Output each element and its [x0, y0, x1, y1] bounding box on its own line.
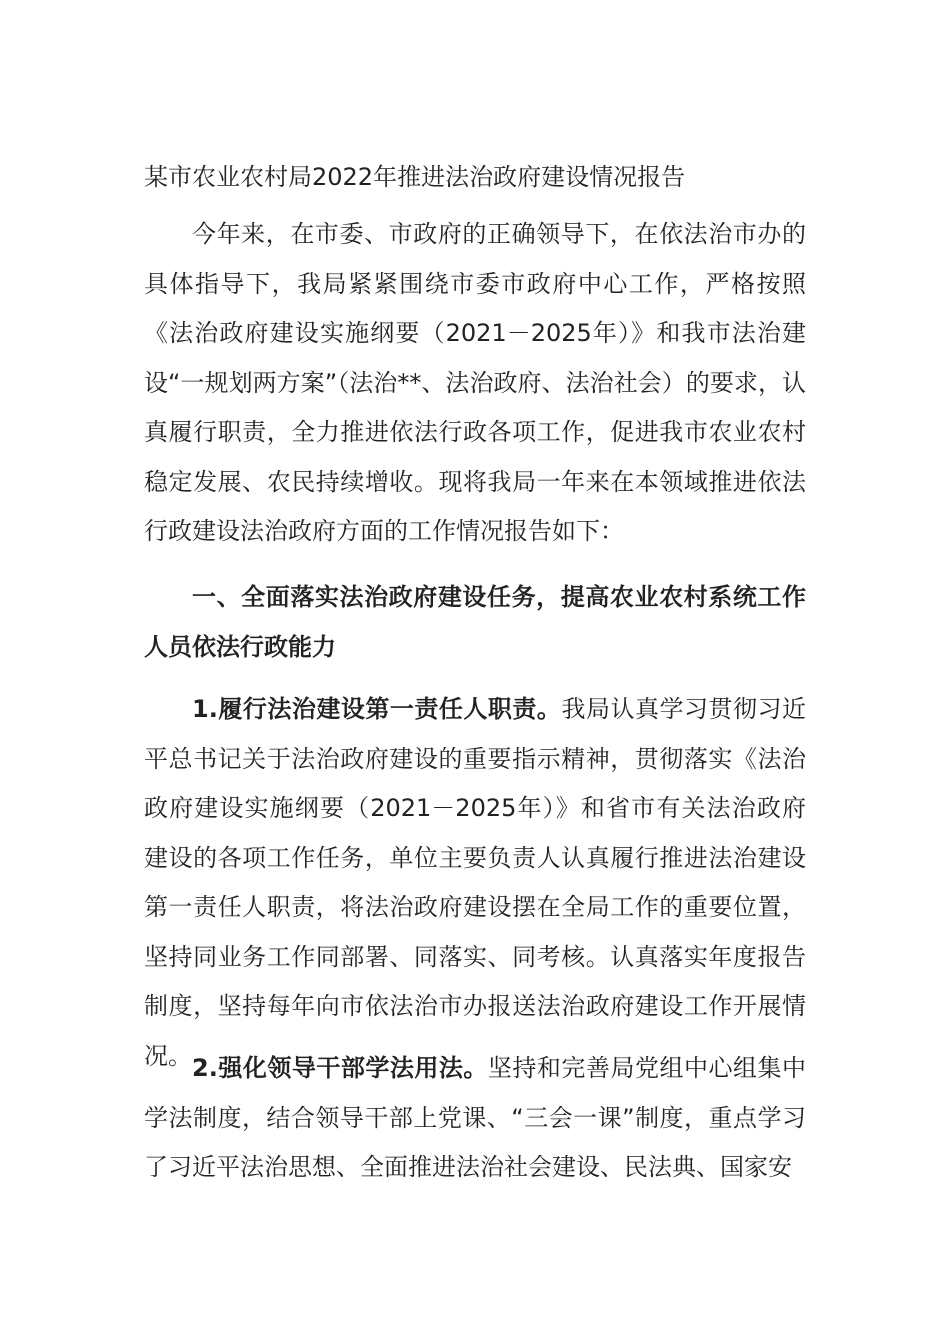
document-title: 某市农业农村局2022年推进法治政府建设情况报告	[144, 163, 686, 191]
item-2-paragraph	[144, 1044, 806, 1193]
section-heading-1: 一、全面落实法治政府建设任务，提高农业农村系统工作人员依法行政能力	[144, 583, 806, 661]
item-2-lead: 2.强化领导干部学法用法。	[192, 1054, 488, 1082]
intro-paragraph: 今年来，在市委、市政府的正确领导下，在依法治市办的具体指导下，我局紧紧围绕市委市政府中心工作，严格按照《法治政府建设实施纲要（2021－2025年）》和我市法治建设“一规划两方案”（法治**、法治政府、法治社会）的要求，认真履行职责，全力推进依法行政各项工作，促进我市农业农村稳定发展、农民持续增收。现将我局一年来在本领域推进依法行政建设法治政府方面的工作情况报告如下：	[144, 220, 806, 545]
item-1-body: 我局认真学习贯彻习近平总书记关于法治政府建设的重要指示精神，贯彻落实《法治政府建设实施纲要（2021－2025年）》和省市有关法治政府建设的各项工作任务，单位主要负责人认真履行推进法治建设第一责任人职责，将法治政府建设摆在全局工作的重要位置，坚持同业务工作同部署、同落实、同考核。认真落实年度报告制度，坚持每年向市依法治市办报送法治政府建设工作开展情况。	[144, 695, 807, 1070]
item-1-lead: 1.履行法治建设第一责任人职责。	[192, 695, 562, 723]
item-2-body: 坚持和完善局党组中心组集中学法制度，结合领导干部上党课、“三会一课”制度，重点学习了习近平法治思想、全面推进法治社会建设、民法典、国家安	[144, 1054, 806, 1181]
item-1-paragraph	[144, 685, 806, 1081]
